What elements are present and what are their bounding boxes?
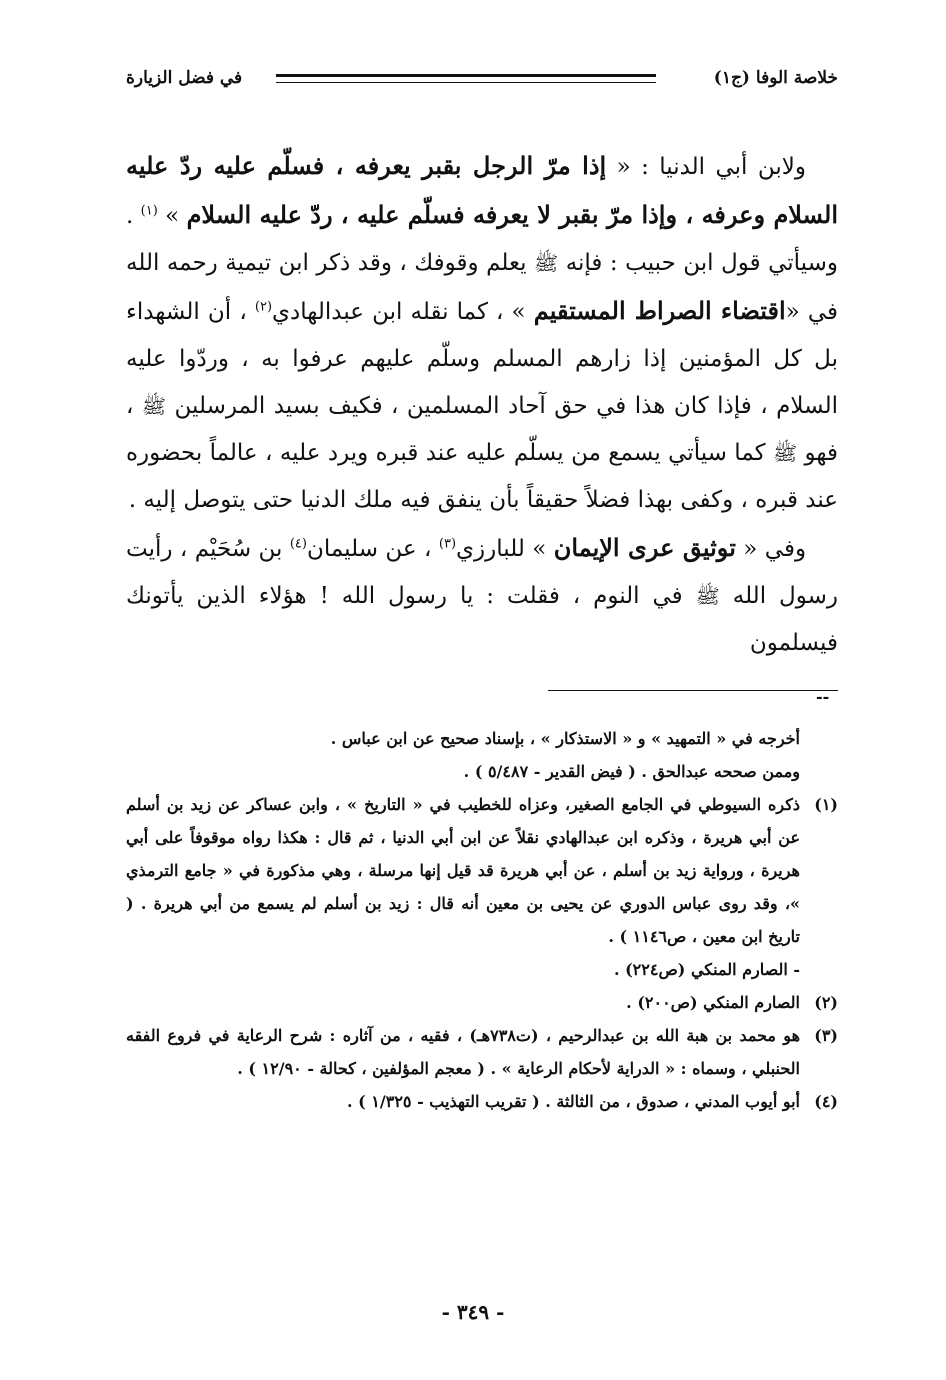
salawat-glyph: ﷺ xyxy=(534,251,559,275)
footnote-text: ذكره السيوطي في الجامع الصغير، وعزاه للخطيب في « التاريخ » ، وابن عساكر عن زيد بن أسلم عن أبي هريرة ، وذكره ابن عبدالهادي نقلاً عن ابن أبي الدنيا ، ثم قال : هكذا رواه موقوفاً على أبي هريرة ، ورواية زيد بن أسلم ، عن أبي هريرة قد قيل إنها مرسلة ، وهي مذكورة في « جامع الترمذي »، وقد روى عباس الدوري عن يحيى بن معين أنه قال : زيد بن أسلم لم يسمع من أبي هريرة . ( تاريخ ابن معين ، ص١١٤٦ ) . xyxy=(126,795,801,946)
footnote-number: (٤) xyxy=(814,1092,838,1111)
salawat-glyph: ﷺ xyxy=(772,441,798,465)
footnote-3 xyxy=(126,1019,838,1085)
footnote-1 xyxy=(126,788,838,953)
book-title-tawthiq: توثيق عرى الإيمان xyxy=(553,533,736,562)
footnote-continuation-line: وممن صححه عبدالحق . ( فيض القدير - ٥/٤٨٧ ) . xyxy=(463,762,800,781)
book-title-iqtida: اقتضاء الصراط المستقيم xyxy=(533,296,786,325)
paragraph-2: وفي « توثيق عرى الإيمان » للبارزي$^{(٣)}$ ، عن سليمان$^{(٤)}$ بن سُحَيْم ، رأيت رسول الله ﷺ في النوم ، فقلت : يا رسول الله ! هؤلاء الذين يأتونك فيسلمون xyxy=(126,533,838,656)
footnotes xyxy=(126,722,838,1118)
hadith-quote: إذا مرّ الرجل بقبر يعرفه ، فسلّم عليه ردّ عليه السلام وعرفه ، وإذا مرّ بقبر لا يعرفه فسلّم عليه ، ردّ عليه السلام xyxy=(126,151,839,229)
main-text xyxy=(126,142,838,667)
running-header xyxy=(126,66,838,90)
footnote-ref-3: (٣) xyxy=(438,536,457,552)
page-number: - ٣٤٩ - xyxy=(441,1300,505,1324)
footnote-divider-mark: -- xyxy=(816,687,830,706)
footnote-ref-4: (٤) xyxy=(289,536,307,552)
footnote-number: (١) xyxy=(814,795,838,814)
salawat-glyph: ﷺ xyxy=(695,584,720,608)
salawat-glyph: ﷺ xyxy=(141,394,167,418)
paragraph-1: ولابن أبي الدنيا : « إذا مرّ الرجل بقبر يعرفه ، فسلّم عليه ردّ عليه السلام وعرفه ، وإذا مرّ بقبر لا يعرفه فسلّم عليه ، ردّ عليه السلام » $^{(١)}$ . وسيأتي قول ابن حبيب : فإنه ﷺ يعلم وقوفك ، وقد ذكر ابن تيمية رحمه الله في «اقتضاء الصراط المستقيم » ، كما نقله ابن عبدالهادي$^{(٢)}$ ، أن الشهداء بل كل المؤمنين إذا زارهم المسلم وسلّم عليهم عرفوا به ، وردّوا عليه السلام ، فإذا كان هذا في حق آحاد المسلمين ، فكيف بسيد المرسلين ﷺ ، فهو ﷺ كما سيأتي يسمع من يسلّم عليه عند قبره ويرد عليه ، عالماً بحضوره عند قبره ، وكفى بهذا فضلاً حقيقاً بأن ينفق فيه ملك الدنيا حتى يتوصل إليه . xyxy=(126,151,839,513)
footnote-1-extra: - الصارم المنكي (ص٢٢٤) . xyxy=(613,960,800,979)
footnote-continuation-line: أخرجه في « التمهيد » و « الاستذكار » ، بإسناد صحيح عن ابن عباس . xyxy=(330,729,800,748)
footnote-text: أبو أيوب المدني ، صدوق ، من الثالثة . ( تقريب التهذيب - ١/٣٢٥ ) . xyxy=(347,1092,800,1111)
footnote-number: (٢) xyxy=(814,993,838,1012)
header-rule xyxy=(276,74,656,83)
footnote-divider xyxy=(548,690,838,691)
footnote-4 xyxy=(126,1085,838,1118)
footnote-text: الصارم المنكي (ص٢٠٠) . xyxy=(626,993,800,1012)
footnote-2 xyxy=(126,986,838,1019)
footnote-text: هو محمد بن هبة الله بن عبدالرحيم ، (ت٧٣٨هـ) ، فقيه ، من آثاره : شرح الرعاية في فروع الفقه الحنبلي ، وسماه : « الدراية لأحكام الرعاية » . ( معجم المؤلفين ، كحالة - ١٢/٩٠ ) . xyxy=(126,1026,801,1078)
header-chapter-title: في فضل الزيارة xyxy=(126,68,243,88)
footnote-number: (٣) xyxy=(814,1026,838,1045)
header-book-title: خلاصة الوفا (ج١) xyxy=(713,68,838,88)
footnote-ref-1: (١) xyxy=(140,203,158,219)
footnote-ref-2: (٢) xyxy=(254,299,273,315)
